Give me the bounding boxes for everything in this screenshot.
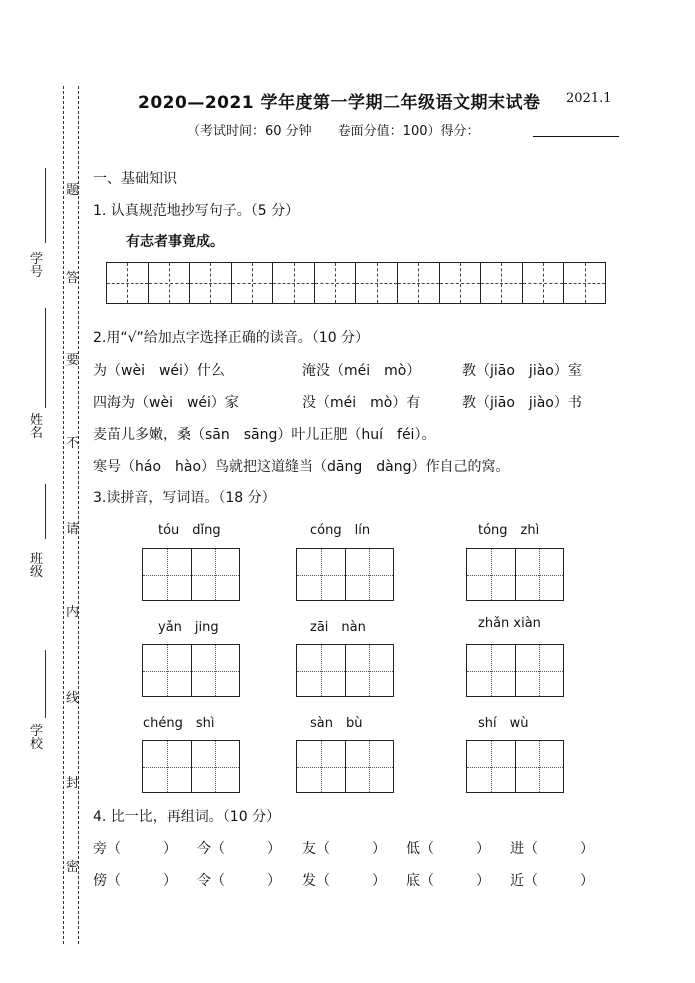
tianzige-box[interactable] [142,644,240,697]
grid-cell[interactable] [398,263,440,303]
tianzige-box[interactable] [296,740,394,793]
pinyin-label: shí wù [478,716,529,731]
q2-item[interactable]: 淹没（méi mò） [302,363,421,379]
compare-item[interactable]: 发（ ） [302,873,386,889]
seal-char: 内 [66,605,80,620]
name-blank[interactable] [45,308,46,408]
exam-info: （考试时间：60 分钟 卷面分值：100）得分： [187,124,480,139]
q1-prompt: 1. 认真规范地抄写句子。（5 分） [93,203,300,219]
seal-char: 答 [66,271,80,286]
q2-item[interactable]: 教（jiāo jiào）室 [462,363,582,379]
grid-cell[interactable] [564,263,605,303]
seal-char: 不 [66,436,80,451]
binding-dashed-line-inner [78,86,79,944]
grid-cell[interactable] [149,263,191,303]
compare-item[interactable]: 令（ ） [197,873,281,889]
tianzige-box[interactable] [466,644,564,697]
pinyin-label: zhǎn xiàn [478,616,541,631]
school-label: 学校 [30,724,44,752]
copy-writing-grid[interactable] [106,262,606,304]
compare-item[interactable]: 旁（ ） [93,841,177,857]
compare-item[interactable]: 近（ ） [510,873,594,889]
pinyin-label: cóng lín [310,523,371,538]
grid-cell[interactable] [315,263,357,303]
tianzige-box[interactable] [296,644,394,697]
q2-item[interactable]: 麦苗儿多嫩，桑（sān sāng）叶儿正肥（huí féi）。 [93,427,436,443]
grid-cell[interactable] [107,263,149,303]
q1-sentence: 有志者事竟成。 [126,234,224,250]
compare-item[interactable]: 低（ ） [406,841,490,857]
exam-date: 2021.1 [566,91,612,106]
exam-title: 2020—2021 学年度第一学期二年级语文期末试卷 [138,93,541,113]
score-blank[interactable] [533,136,619,137]
seal-char: 密 [66,860,80,875]
q2-item[interactable]: 教（jiāo jiào）书 [462,395,582,411]
grid-cell[interactable] [190,263,232,303]
q2-item[interactable]: 寒号（háo hào）鸟就把这道缝当（dāng dàng）作自己的窝。 [93,459,510,475]
pinyin-label: chéng shì [143,716,215,731]
class-blank[interactable] [45,484,46,539]
grid-cell[interactable] [356,263,398,303]
q2-item[interactable]: 四海为（wèi wéi）家 [93,395,239,411]
compare-item[interactable]: 友（ ） [302,841,386,857]
compare-item[interactable]: 傍（ ） [93,873,177,889]
pinyin-label: tóng zhì [478,523,540,538]
grid-cell[interactable] [440,263,482,303]
q3-prompt: 3.读拼音，写词语。（18 分） [93,490,276,506]
grid-cell[interactable] [481,263,523,303]
q2-item[interactable]: 没（méi mò）有 [302,395,421,411]
grid-cell[interactable] [232,263,274,303]
school-blank[interactable] [45,650,46,718]
pinyin-label: sàn bù [310,716,363,731]
student-id-blank[interactable] [45,168,46,243]
pinyin-label: zāi nàn [310,620,366,635]
seal-char: 请 [66,522,80,537]
q2-item[interactable]: 为（wèi wéi）什么 [93,363,225,379]
class-label: 班级 [30,552,44,580]
tianzige-box[interactable] [142,740,240,793]
student-id-label: 学号 [30,252,44,280]
section-heading: 一、基础知识 [93,171,177,187]
compare-item[interactable]: 今（ ） [197,841,281,857]
tianzige-box[interactable] [296,548,394,601]
grid-cell[interactable] [273,263,315,303]
seal-char: 线 [66,691,80,706]
name-label: 姓名 [30,413,44,441]
grid-cell[interactable] [523,263,565,303]
q2-prompt: 2.用“√”给加点字选择正确的读音。（10 分） [93,330,370,346]
seal-char: 题 [66,183,80,198]
seal-char: 要 [66,353,80,368]
pinyin-label: yǎn jing [158,620,219,635]
q4-prompt: 4. 比一比，再组词。（10 分） [93,809,281,825]
binding-dashed-line [63,86,64,944]
compare-item[interactable]: 进（ ） [510,841,594,857]
tianzige-box[interactable] [142,548,240,601]
seal-char: 封 [66,776,80,791]
tianzige-box[interactable] [466,740,564,793]
tianzige-box[interactable] [466,548,564,601]
compare-item[interactable]: 底（ ） [406,873,490,889]
pinyin-label: tóu dǐng [158,523,221,538]
